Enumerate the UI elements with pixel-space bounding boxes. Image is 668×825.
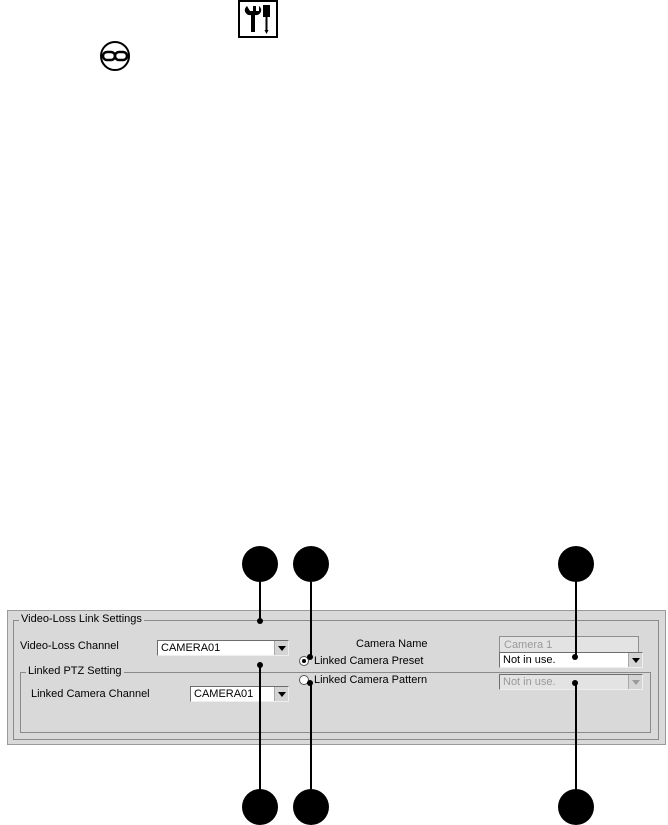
video-loss-channel-select[interactable]	[157, 640, 289, 656]
linked-camera-pattern-label[interactable]: Linked Camera Pattern	[314, 674, 428, 686]
linked-camera-channel-value: CAMERA01	[194, 688, 254, 700]
camera-name-label: Camera Name	[356, 638, 428, 650]
chevron-down-icon[interactable]	[274, 687, 288, 701]
callout-2-pointer	[307, 654, 313, 660]
callout-2-leader	[310, 581, 312, 656]
chevron-down-icon[interactable]	[628, 653, 642, 667]
callout-5	[293, 789, 329, 825]
callout-4-pointer	[257, 662, 263, 668]
callout-3	[558, 546, 594, 582]
linked-camera-pattern-value: Not in use.	[503, 676, 556, 688]
callout-2	[293, 546, 329, 582]
callout-1-pointer	[257, 618, 263, 624]
video-loss-link-settings-title: Video-Loss Link Settings	[21, 613, 142, 625]
callout-5-pointer	[307, 680, 313, 686]
chevron-down-icon	[628, 675, 642, 689]
callout-3-leader	[575, 581, 577, 656]
callout-1-leader	[259, 581, 261, 621]
video-loss-link-settings-panel	[7, 610, 666, 745]
callout-6-leader	[575, 682, 577, 790]
callout-6-pointer	[572, 680, 578, 686]
tools-icon	[238, 0, 278, 38]
callout-5-leader	[310, 682, 312, 790]
video-loss-channel-value: CAMERA01	[161, 642, 221, 654]
callout-4	[242, 789, 278, 825]
linked-camera-pattern-select	[499, 674, 643, 690]
callout-4-leader	[259, 664, 261, 790]
link-icon	[95, 40, 135, 72]
linked-camera-preset-value: Not in use.	[503, 654, 556, 666]
linked-ptz-setting-title: Linked PTZ Setting	[28, 665, 122, 677]
linked-camera-channel-select[interactable]	[190, 686, 289, 702]
linked-camera-channel-label: Linked Camera Channel	[31, 688, 150, 700]
chevron-down-icon[interactable]	[274, 641, 288, 655]
callout-3-pointer	[572, 654, 578, 660]
video-loss-channel-label: Video-Loss Channel	[20, 640, 119, 652]
linked-camera-preset-label[interactable]: Linked Camera Preset	[314, 655, 424, 667]
callout-1	[242, 546, 278, 582]
linked-camera-preset-select[interactable]	[499, 652, 643, 668]
callout-6	[558, 789, 594, 825]
camera-name-value: Camera 1	[504, 639, 553, 651]
